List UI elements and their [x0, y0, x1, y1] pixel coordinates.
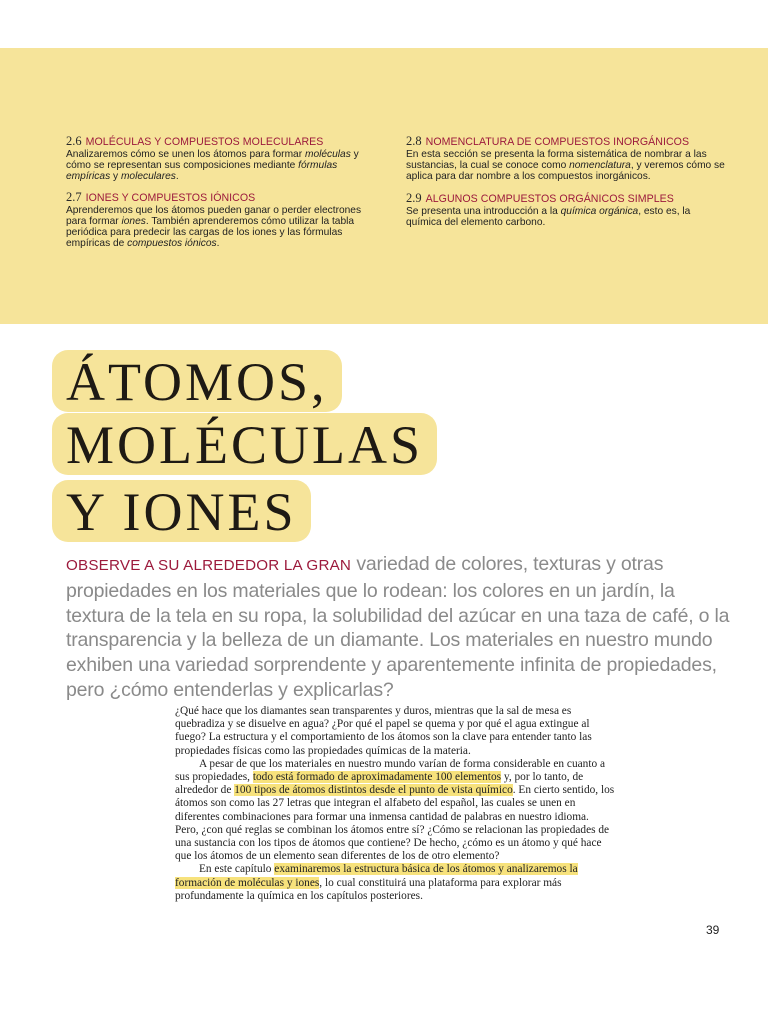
chapter-title-line-2: MOLÉCULAS [52, 413, 437, 475]
italic-term: iones [121, 216, 146, 227]
section-body: En esta sección se presenta la forma sistemática de nombrar a las sustancias, la cual se conoce como nomenclatura, y veremos cómo se aplica para dar nombre a los compuestos inorgánicos. [406, 149, 725, 182]
chapter-intro-lead [66, 552, 736, 703]
italic-term: fórmulas empíricas [66, 160, 338, 182]
italic-term: nomenclatura [569, 160, 631, 171]
highlighted-text: 100 tipos de átomos distintos desde el punto de vista químico [234, 784, 513, 797]
section-preview-2-7 [66, 192, 378, 249]
italic-term: química orgánica [560, 206, 639, 217]
section-number: 2.6 [66, 134, 82, 148]
section-title: MOLÉCULAS Y COMPUESTOS MOLECULARES [85, 136, 324, 148]
italic-term: moleculares [120, 171, 176, 182]
section-preview-2-6 [66, 136, 378, 182]
section-number: 2.7 [66, 190, 82, 204]
section-title: NOMENCLATURA DE COMPUESTOS INORGÁNICOS [425, 136, 690, 148]
section-number: 2.9 [406, 191, 422, 205]
italic-term: moléculas [304, 149, 351, 160]
chapter-title-line-1: ÁTOMOS, [52, 350, 342, 412]
body-paragraph: En este capítulo examinaremos la estructura básica de los átomos y analizaremos la formación de moléculas y iones, lo cual constituirá una plataforma para explorar más profundamente la química en los capítulos posteriores. [175, 863, 578, 902]
body-paragraph: ¿Qué hace que los diamantes sean transparentes y duros, mientras que la sal de mesa es quebradiza y se disuelve en agua? ¿Por qué el papel se quema y por qué el agua extingue al fuego? La estructura y el comportamiento de los átomos son la clave para entender tanto las propiedades físicas como las propiedades químicas de la materia. [175, 705, 592, 757]
highlighted-text: todo está formado de aproximadamente 100 elementos [252, 771, 502, 784]
section-body: Aprenderemos que los átomos pueden ganar o perder electrones para formar iones. También aprenderemos cómo utilizar la tabla periódica para predecir las cargas de los iones y las fórmulas empíricas de compuestos iónicos. [66, 205, 362, 249]
body-paragraph: A pesar de que los materiales en nuestro mundo varían de forma considerable en cuanto a sus propiedades, todo está formado de aproximadamente 100 elementos y, por lo tanto, de alrededor de 100 tipos de átomos distintos desde el punto de vista químico. En cierto sentido, los átomos son como las 27 letras que integran el alfabeto del español, las cuales se unen en diferentes combinaciones para formar una inmensa cantidad de palabras en nuestro idioma. Pero, ¿con qué reglas se combinan los átomos entre sí? ¿Cómo se relacionan las propiedades de una sustancia con los tipos de átomos que contiene? De hecho, ¿cómo es un átomo y qué hace que los átomos de un elemento sean diferentes de los de otro elemento? [175, 757, 615, 863]
chapter-preview-band [0, 48, 768, 324]
lead-text: variedad de colores, texturas y otras propiedades en los materiales que lo rodean: los colores en un jardín, la textura de la tela en su ropa, la solubilidad del azúcar en una taza de café, o la transparencia y la belleza de un diamante. Los materiales en nuestro mundo exhiben una variedad sorprendente y aparentemente infinita de propiedades, pero ¿cómo entenderlas y explicarlas? [66, 553, 730, 701]
italic-term: compuestos iónicos [127, 238, 217, 249]
lead-caps: OBSERVE A SU ALREDEDOR LA GRAN [66, 557, 352, 574]
page-number: 39 [706, 923, 720, 937]
section-title: IONES Y COMPUESTOS IÓNICOS [85, 192, 256, 204]
section-preview-2-9 [406, 193, 726, 228]
section-title: ALGUNOS COMPUESTOS ORGÁNICOS SIMPLES [425, 193, 674, 205]
highlighted-text: examinaremos la estructura básica de los átomos y analizaremos la formación de moléculas y iones [175, 863, 578, 889]
intro-body [175, 705, 615, 903]
section-preview-2-8 [406, 136, 726, 182]
section-number: 2.8 [406, 134, 422, 148]
chapter-title-line-3: Y IONES [52, 480, 311, 542]
section-body: Analizaremos cómo se unen los átomos para formar moléculas y cómo se representan sus composiciones mediante fórmulas empíricas y moleculares. [66, 149, 359, 182]
section-body: Se presenta una introducción a la química orgánica, esto es, la química del elemento carbono. [406, 206, 691, 228]
